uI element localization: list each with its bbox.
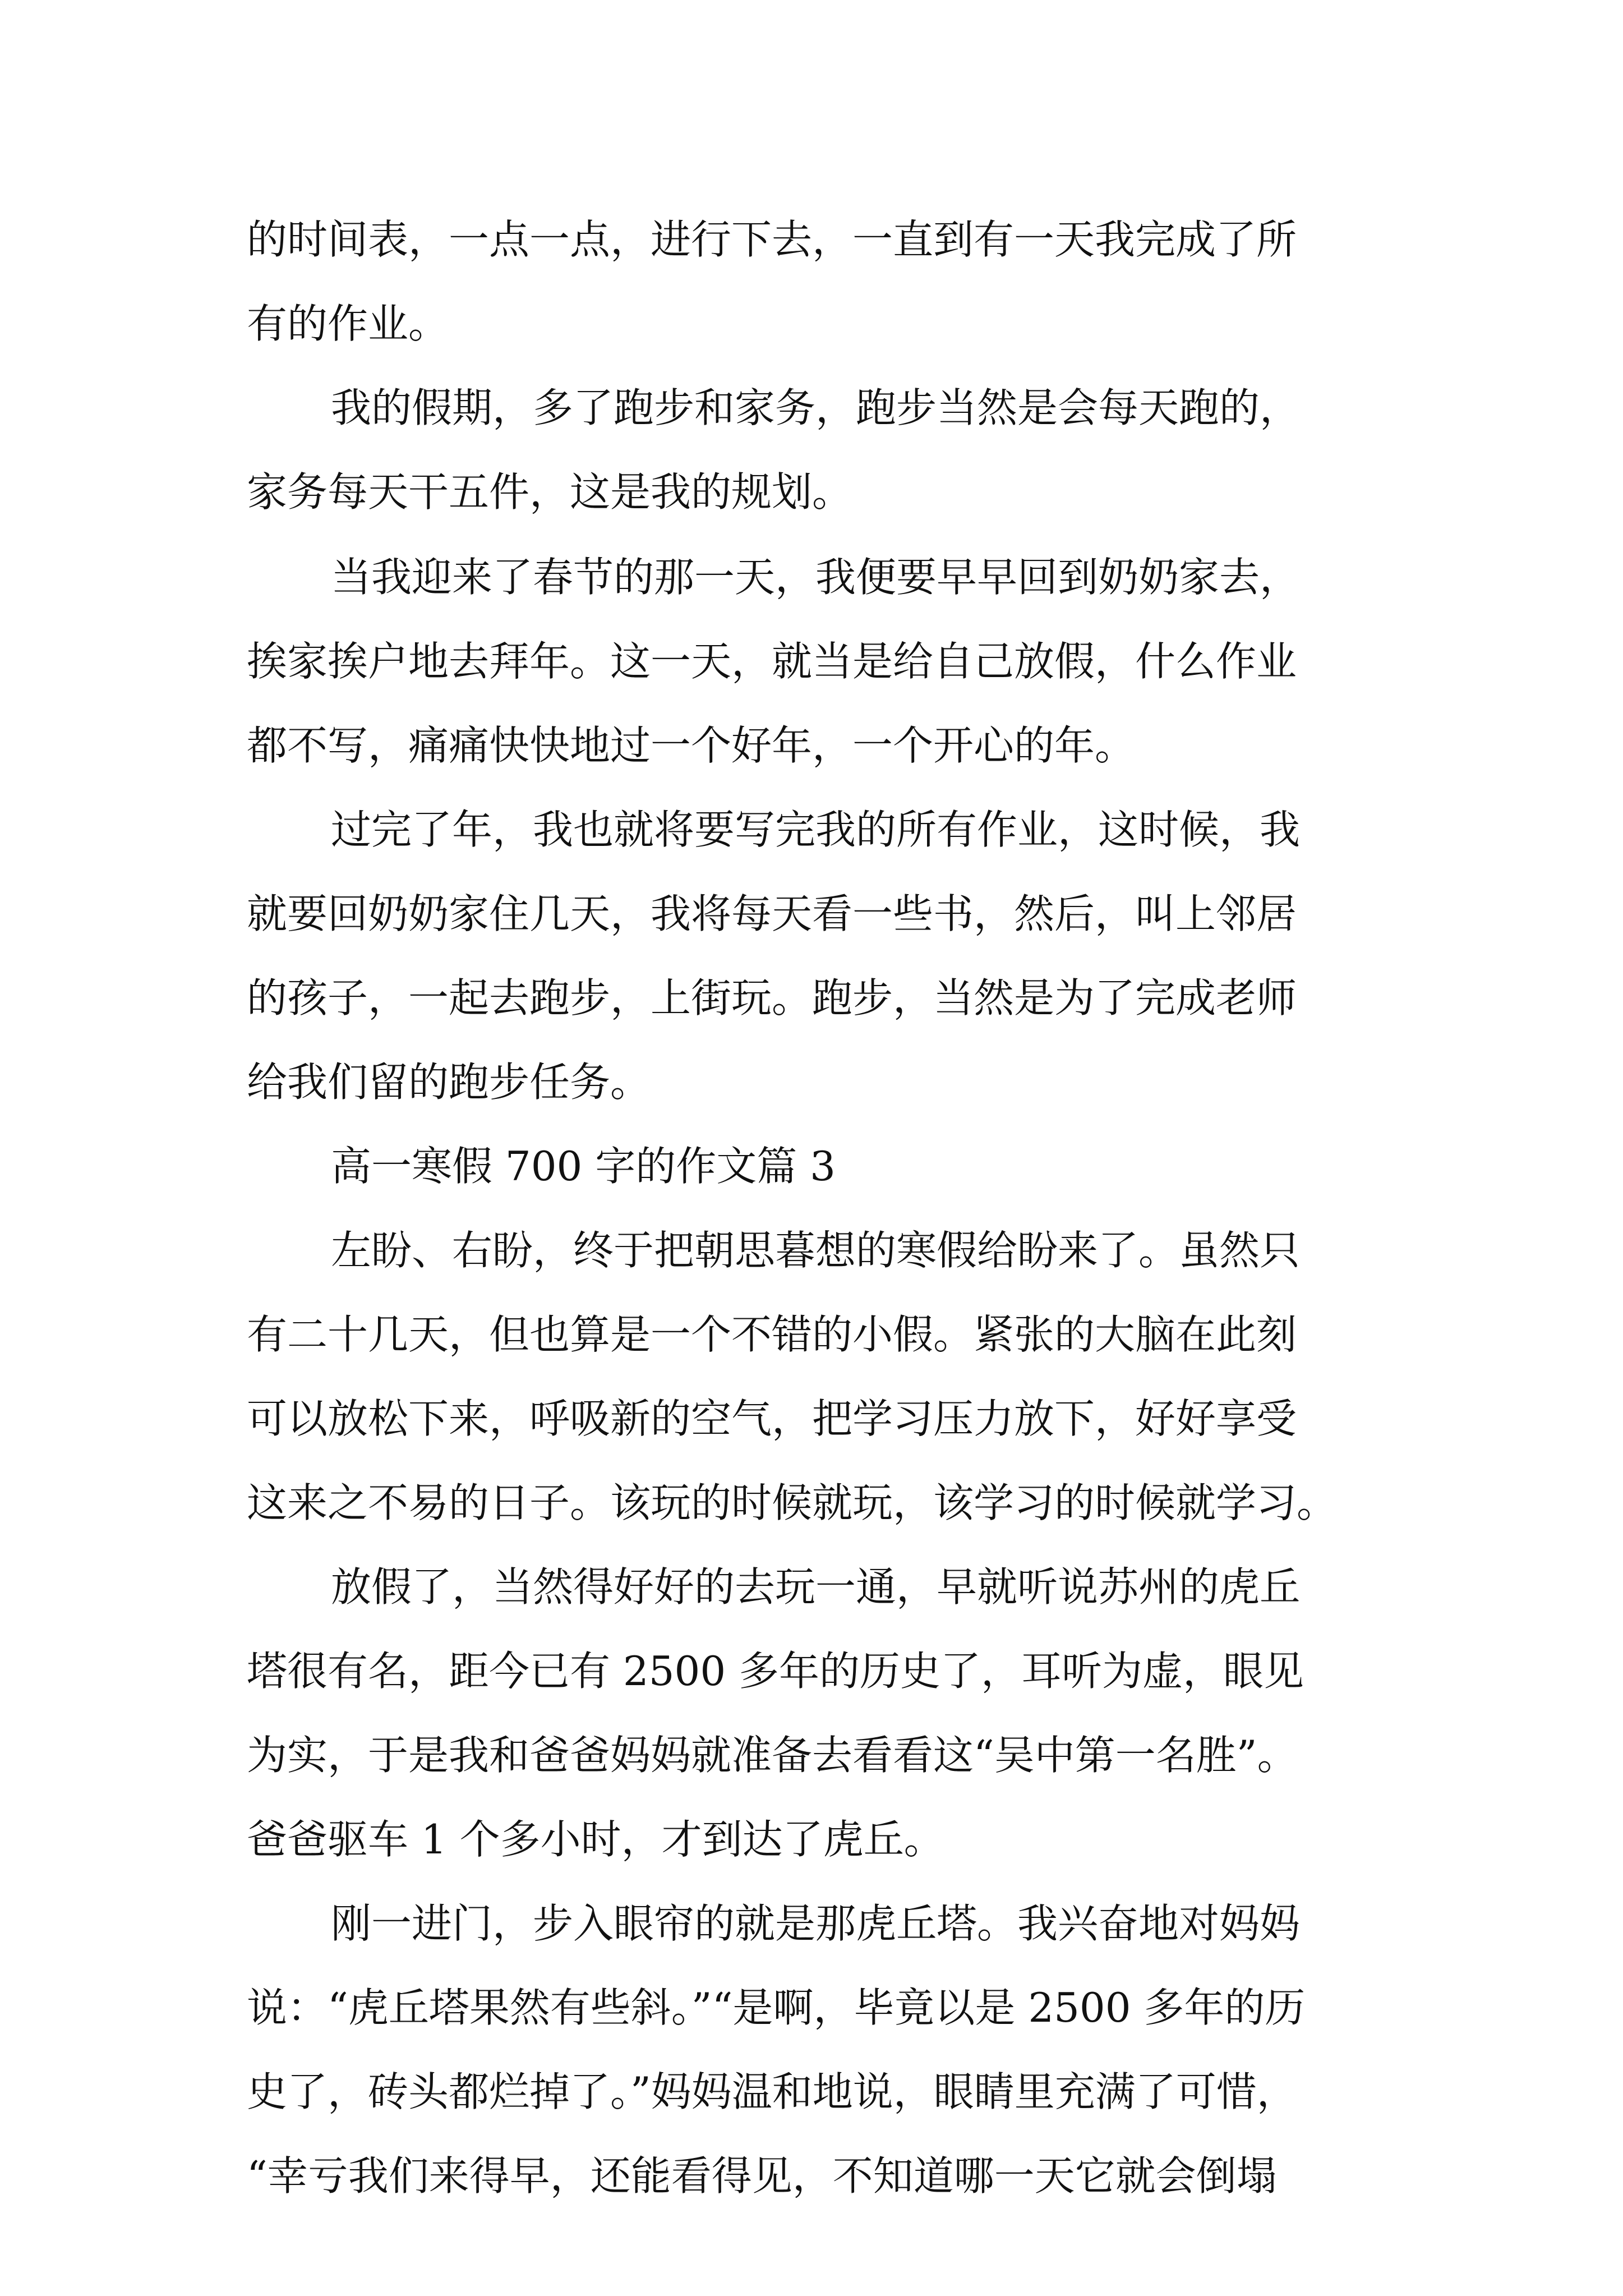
text-line: 就要回奶奶家住几天，我将每天看一些书，然后，叫上邻居 [247,890,1297,937]
text-line: 塔很有名，距今已有 2500 多年的历史了，耳听为虚，眼见 [247,1648,1304,1695]
paragraph-start-line: 左盼、右盼，终于把朝思暮想的寒假给盼来了。虽然只 [331,1227,1301,1274]
text-line: 爸爸驱车 1 个多小时，才到达了虎丘。 [247,1816,944,1863]
text-line: 史了，砖头都烂掉了。”妈妈温和地说，眼睛里充满了可惜， [247,2068,1297,2115]
text-line: 可以放松下来，呼吸新的空气，把学习压力放下，好好享受 [247,1395,1297,1442]
text-line: 挨家挨户地去拜年。这一天，就当是给自己放假，什么作业 [247,638,1297,685]
paragraph-start-line: 我的假期，多了跑步和家务，跑步当然是会每天跑的， [331,384,1301,431]
text-line: 说：“虎丘塔果然有些斜。”“是啊，毕竟以是 2500 多年的历 [247,1984,1306,2031]
text-line: 家务每天干五件，这是我的规划。 [247,468,853,516]
text-line: 有二十几天，但也算是一个不错的小假。紧张的大脑在此刻 [247,1311,1297,1358]
paragraph-start-line: 当我迎来了春节的那一天，我便要早早回到奶奶家去， [331,554,1301,601]
text-line: “幸亏我们来得早，还能看得见，不知道哪一天它就会倒塌 [247,2152,1277,2200]
text-line: 的时间表，一点一点，进行下去，一直到有一天我完成了所 [247,216,1297,263]
text-line: 为实，于是我和爸爸妈妈就准备去看看这“吴中第一名胜”。 [247,1732,1298,1779]
text-line: 都不写，痛痛快快地过一个好年，一个开心的年。 [247,722,1136,769]
text-line: 这来之不易的日子。该玩的时候就玩，该学习的时候就学习。 [247,1479,1338,1526]
text-line: 的孩子，一起去跑步，上街玩。跑步，当然是为了完成老师 [247,974,1297,1022]
paragraph-start-line: 过完了年，我也就将要写完我的所有作业，这时候，我 [331,806,1301,853]
text-line: 给我们留的跑步任务。 [247,1059,651,1106]
section-heading: 高一寒假 700 字的作文篇 3 [331,1143,836,1190]
text-line: 有的作业。 [247,300,449,347]
paragraph-start-line: 放假了，当然得好好的去玩一通，早就听说苏州的虎丘 [331,1563,1301,1611]
paragraph-start-line: 刚一进门，步入眼帘的就是那虎丘塔。我兴奋地对妈妈 [331,1900,1301,1947]
